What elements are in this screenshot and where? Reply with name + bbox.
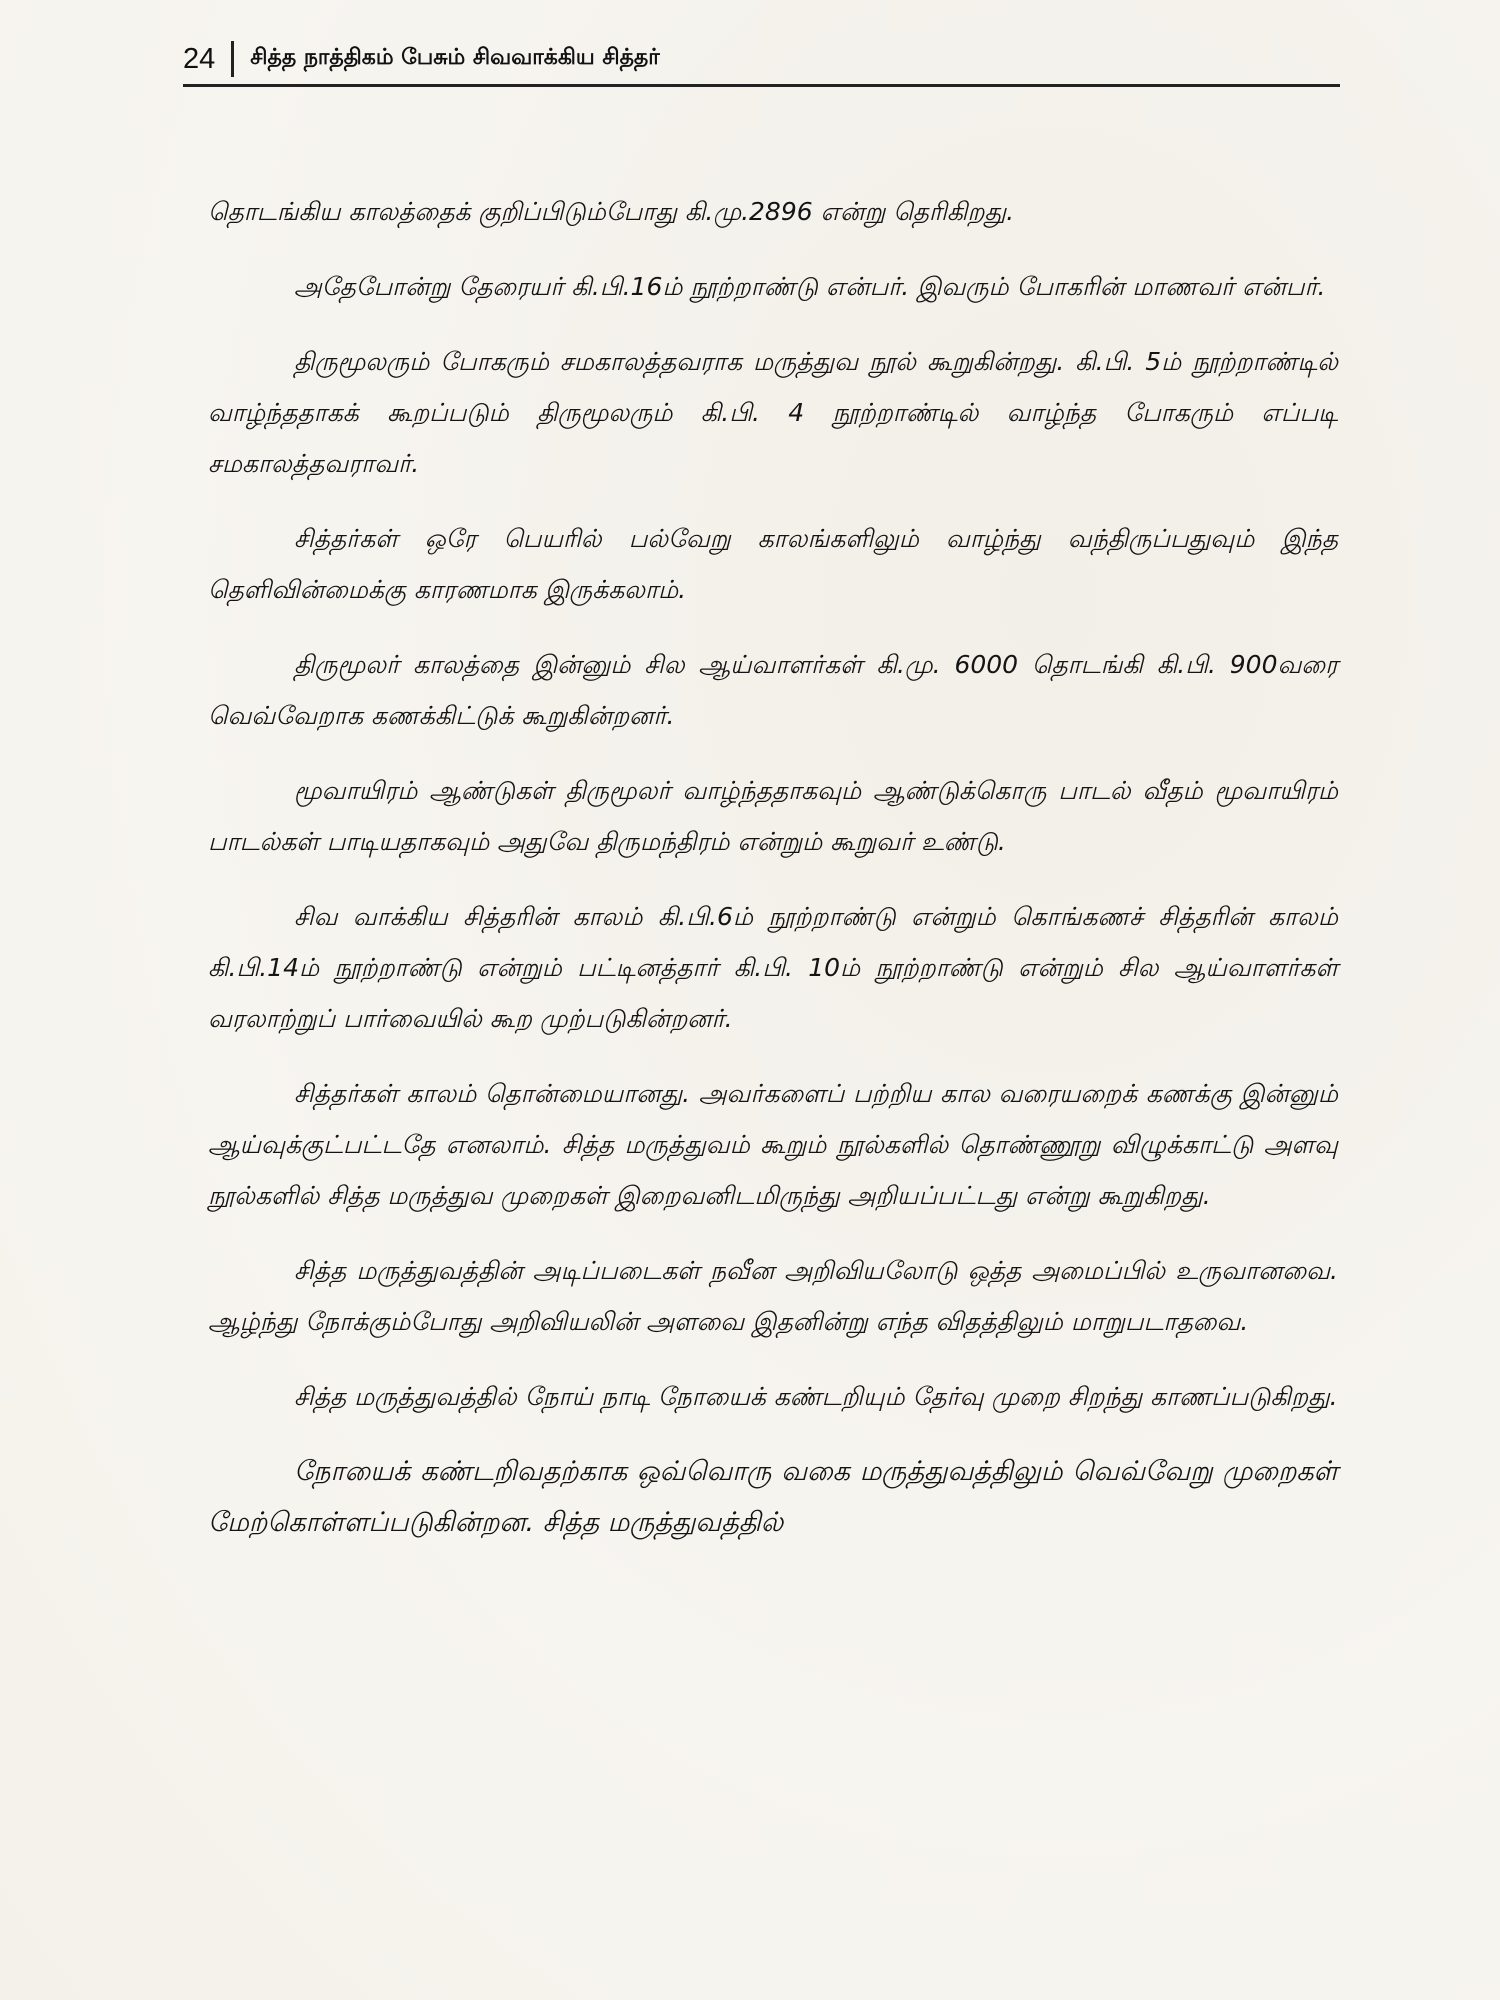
- paragraph-8: சித்தர்கள் காலம் தொன்மையானது. அவர்களைப் பற்றிய கால வரையறைக் கணக்கு இன்னும் ஆய்வுக்குட்பட்டதே எனலாம். சித்த மருத்துவம் கூறும் நூல்களில் தொண்ணூறு விழுக்காட்டு அளவு நூல்களில் சித்த மருத்துவ முறைகள் இறைவனிடமிருந்து அறியப்பட்டது என்று கூறுகிறது.: [208, 1079, 1338, 1210]
- paragraph-7: சிவ வாக்கிய சித்தரின் காலம் கி.பி.6ம் நூற்றாண்டு என்றும் கொங்கணச் சித்தரின் காலம் கி.பி.14ம் நூற்றாண்டு என்றும் பட்டினத்தார் கி.பி. 10ம் நூற்றாண்டு என்றும் சில ஆய்வாளர்கள் வரலாற்றுப் பார்வையில் கூற முற்படுகின்றனர்.: [208, 902, 1338, 1033]
- paragraph-6: மூவாயிரம் ஆண்டுகள் திருமூலர் வாழ்ந்ததாகவும் ஆண்டுக்கொரு பாடல் வீதம் மூவாயிரம் பாடல்கள் பாடியதாகவும் அதுவே திருமந்திரம் என்றும் கூறுவர் உண்டு.: [208, 776, 1338, 856]
- body-text: [208, 186, 1338, 1572]
- paragraph-11: நோயைக் கண்டறிவதற்காக ஒவ்வொரு வகை மருத்துவத்திலும் வெவ்வேறு முறைகள் மேற்கொள்ளப்படுகின்றன. சித்த மருத்துவத்தில்: [208, 1456, 1338, 1538]
- paragraph-5: திருமூலர் காலத்தை இன்னும் சில ஆய்வாளர்கள் கி.மு. 6000 தொடங்கி கி.பி. 900வரை வெவ்வேறாக கணக்கிட்டுக் கூறுகின்றனர்.: [208, 650, 1338, 730]
- paragraph-10: சித்த மருத்துவத்தில் நோய் நாடி நோயைக் கண்டறியும் தேர்வு முறை சிறந்து காணப்படுகிறது.: [294, 1382, 1338, 1411]
- page-number: 24: [183, 42, 216, 75]
- paragraph-1: தொடங்கிய காலத்தைக் குறிப்பிடும்போது கி.மு.2896 என்று தெரிகிறது.: [208, 197, 1015, 226]
- paragraph-4: சித்தர்கள் ஒரே பெயரில் பல்வேறு காலங்களிலும் வாழ்ந்து வந்திருப்பதுவும் இந்த தெளிவின்மைக்கு காரணமாக இருக்கலாம்.: [208, 524, 1338, 604]
- paragraph-3: திருமூலரும் போகரும் சமகாலத்தவராக மருத்துவ நூல் கூறுகின்றது. கி.பி. 5ம் நூற்றாண்டில் வாழ்ந்ததாகக் கூறப்படும் திருமூலரும் கி.பி. 4 நூற்றாண்டில் வாழ்ந்த போகரும் எப்படி சமகாலத்தவராவர்.: [208, 347, 1338, 478]
- paragraph-9: சித்த மருத்துவத்தின் அடிப்படைகள் நவீன அறிவியலோடு ஒத்த அமைப்பில் உருவானவை. ஆழ்ந்து நோக்கும்போது அறிவியலின் அளவை இதனின்று எந்த விதத்திலும் மாறுபடாதவை.: [208, 1256, 1338, 1336]
- paragraph-2: அதேபோன்று தேரையர் கி.பி.16ம் நூற்றாண்டு என்பர். இவரும் போகரின் மாணவர் என்பர்.: [294, 272, 1326, 301]
- running-header: [183, 34, 1340, 87]
- book-title: சித்த நாத்திகம் பேசும் சிவவாக்கிய சித்தர்: [250, 45, 660, 70]
- header-divider: [231, 41, 234, 77]
